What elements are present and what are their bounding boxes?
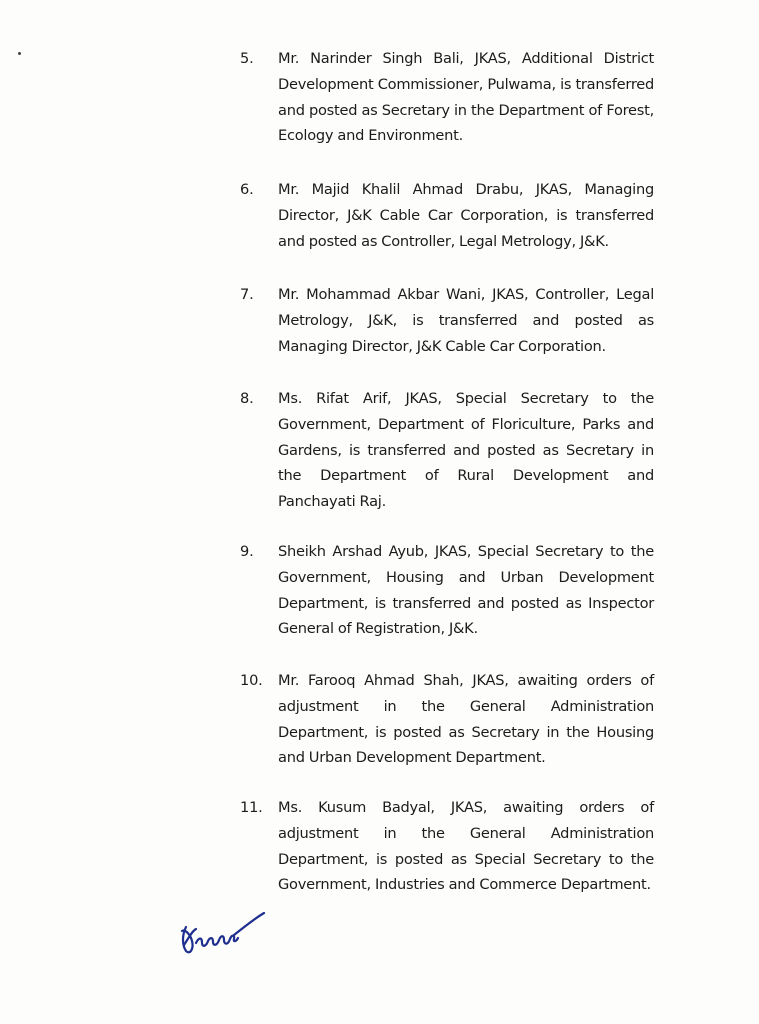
text-line: Gardens, is transferred and posted as Secretary in xyxy=(278,441,654,459)
text-line: Government, Housing and Urban Development xyxy=(278,568,654,586)
text-line: Department, is posted as Secretary in the Housing xyxy=(278,723,654,741)
item-text xyxy=(278,177,654,254)
item-text xyxy=(278,46,654,149)
text-line: adjustment in the General Administration xyxy=(278,697,654,715)
text-line: Sheikh Arshad Ayub, JKAS, Special Secretary to the xyxy=(278,543,654,560)
item-text xyxy=(278,795,654,898)
text-line: Mr. Majid Khalil Ahmad Drabu, JKAS, Managing xyxy=(278,181,654,198)
item-text xyxy=(278,386,654,515)
text-line: Mr. Mohammad Akbar Wani, JKAS, Controller, Legal xyxy=(278,286,654,303)
item-number: 5. xyxy=(240,50,254,67)
text-line: and posted as Controller, Legal Metrology, J&K. xyxy=(278,232,609,250)
item-number: 9. xyxy=(240,543,254,560)
text-line: Metrology, J&K, is transferred and posted as xyxy=(278,311,654,329)
item-number: 10. xyxy=(240,672,263,689)
signature xyxy=(172,905,272,965)
text-line: Department, is posted as Special Secretary to the xyxy=(278,850,654,868)
item-number: 6. xyxy=(240,181,254,198)
item-number: 7. xyxy=(240,286,254,303)
item-number: 11. xyxy=(240,799,263,816)
text-line: adjustment in the General Administration xyxy=(278,824,654,842)
text-line: Ecology and Environment. xyxy=(278,127,464,145)
text-line: Government, Department of Floriculture, Parks and xyxy=(278,415,654,433)
item-text xyxy=(278,539,654,642)
text-line: Ms. Kusum Badyal, JKAS, awaiting orders of xyxy=(278,799,654,816)
text-line: Government, Industries and Commerce Department. xyxy=(278,876,651,894)
text-line: Panchayati Raj. xyxy=(278,493,386,511)
text-line: the Department of Rural Development and xyxy=(278,467,654,485)
text-line: Mr. Farooq Ahmad Shah, JKAS, awaiting orders of xyxy=(278,672,654,689)
text-line: and posted as Secretary in the Department of Forest, xyxy=(278,101,654,119)
text-line: Director, J&K Cable Car Corporation, is transferred xyxy=(278,206,654,224)
text-line: Managing Director, J&K Cable Car Corporation. xyxy=(278,337,606,355)
scan-speck xyxy=(18,52,21,55)
text-line: Development Commissioner, Pulwama, is transferred xyxy=(278,75,654,93)
text-line: General of Registration, J&K. xyxy=(278,620,478,638)
item-number: 8. xyxy=(240,390,254,407)
item-text xyxy=(278,282,654,359)
text-line: Mr. Narinder Singh Bali, JKAS, Additional District xyxy=(278,50,654,67)
text-line: Department, is transferred and posted as Inspector xyxy=(278,594,654,612)
text-line: Ms. Rifat Arif, JKAS, Special Secretary to the xyxy=(278,390,654,407)
text-line: and Urban Development Department. xyxy=(278,749,546,767)
item-text xyxy=(278,668,654,771)
